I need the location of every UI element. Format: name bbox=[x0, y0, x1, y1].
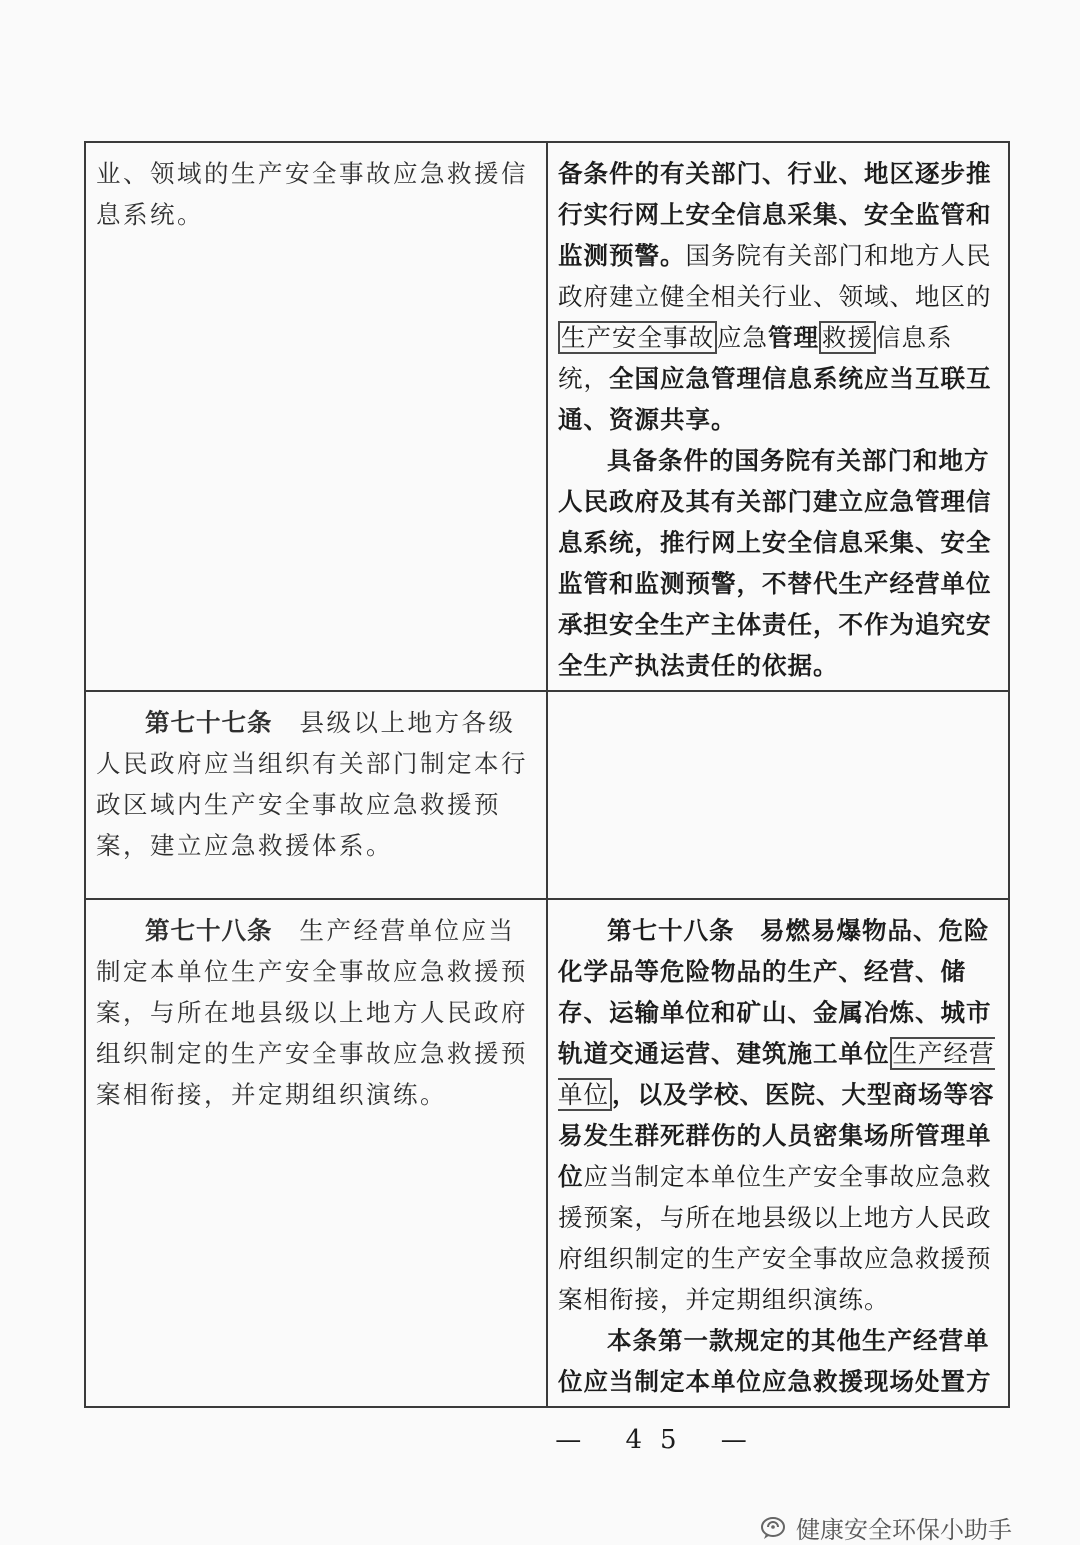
wechat-official-account-icon bbox=[760, 1515, 790, 1541]
revised-paragraph bbox=[558, 910, 998, 1320]
table-row bbox=[85, 899, 1009, 1407]
watermark-text: 健康安全环保小助手 bbox=[796, 1516, 1012, 1544]
revised-paragraph bbox=[558, 153, 998, 440]
revised-text-cell bbox=[547, 142, 1009, 691]
added-text: 全国应急管理信息系统应当互联互通、资源共享。 bbox=[558, 364, 992, 434]
article-number: 第七十八条 bbox=[145, 916, 273, 945]
retained-text: 应当制定本单位生产安全事故应急救援预案，与所在地县级以上地方人民政府组织制定的生产安全事故应急救援预案相衔接，并定期组织演练。 bbox=[558, 1162, 992, 1314]
watermark bbox=[760, 1510, 1012, 1545]
table-row bbox=[85, 691, 1009, 899]
added-text: 易燃易爆物品、危险化学品等危险物品的生产、经营、储存、运输单位和矿山、金属冶炼、城市轨道交通运营、建筑施工单位 bbox=[558, 916, 992, 1068]
added-text: 管理 bbox=[768, 323, 819, 352]
original-text-cell bbox=[85, 691, 547, 899]
revised-text-cell-empty bbox=[547, 691, 1009, 899]
added-text: 备条件的有关部门、行业、地区逐步推行实行网上安全信息采集、安全监管和监测预警。 bbox=[558, 159, 992, 270]
added-text: ，以及学校、医院、大型商场等容易发生群死群伤的人员密集场所管理单位 bbox=[558, 1080, 995, 1191]
deleted-text-box: 生产经营单位 bbox=[558, 1039, 995, 1109]
original-paragraph: 业、领域的生产安全事故应急救援信息系统。 bbox=[96, 159, 528, 229]
original-text-cell bbox=[85, 899, 547, 1407]
original-text-cell bbox=[85, 142, 547, 691]
revised-text-cell bbox=[547, 899, 1009, 1407]
table-row bbox=[85, 142, 1009, 691]
deleted-text-box: 救援 bbox=[819, 321, 876, 354]
article-number: 第七十七条 bbox=[145, 708, 273, 737]
original-paragraph: 生产经营单位应当制定本单位生产安全事故应急救援预案，与所在地县级以上地方人民政府组织制定的生产安全事故应急救援预案相衔接，并定期组织演练。 bbox=[96, 916, 528, 1109]
retained-text: 信息系统， bbox=[558, 323, 953, 393]
article-number: 第七十八条 bbox=[607, 916, 735, 945]
revised-paragraph: 具备条件的国务院有关部门和地方人民政府及其有关部门建立应急管理信息系统，推行网上安全信息采集、安全监管和监测预警，不替代生产经营单位承担安全生产主体责任，不作为追究安全生产执法责任的依据。 bbox=[558, 446, 992, 680]
comparison-table bbox=[84, 141, 1010, 1408]
page-number: — 45 — bbox=[555, 1425, 765, 1455]
retained-text: 应急 bbox=[717, 323, 768, 352]
original-paragraph: 县级以上地方各级人民政府应当组织有关部门制定本行政区域内生产安全事故应急救援预案，建立应急救援体系。 bbox=[96, 708, 528, 860]
retained-text: 国务院有关部门和地方人民政府建立健全相关行业、领域、地区的 bbox=[558, 241, 992, 311]
revised-paragraph: 本条第一款规定的其他生产经营单位应当制定本单位应急救援现场处置方 bbox=[558, 1326, 992, 1396]
deleted-text-box: 生产安全事故 bbox=[558, 321, 717, 354]
